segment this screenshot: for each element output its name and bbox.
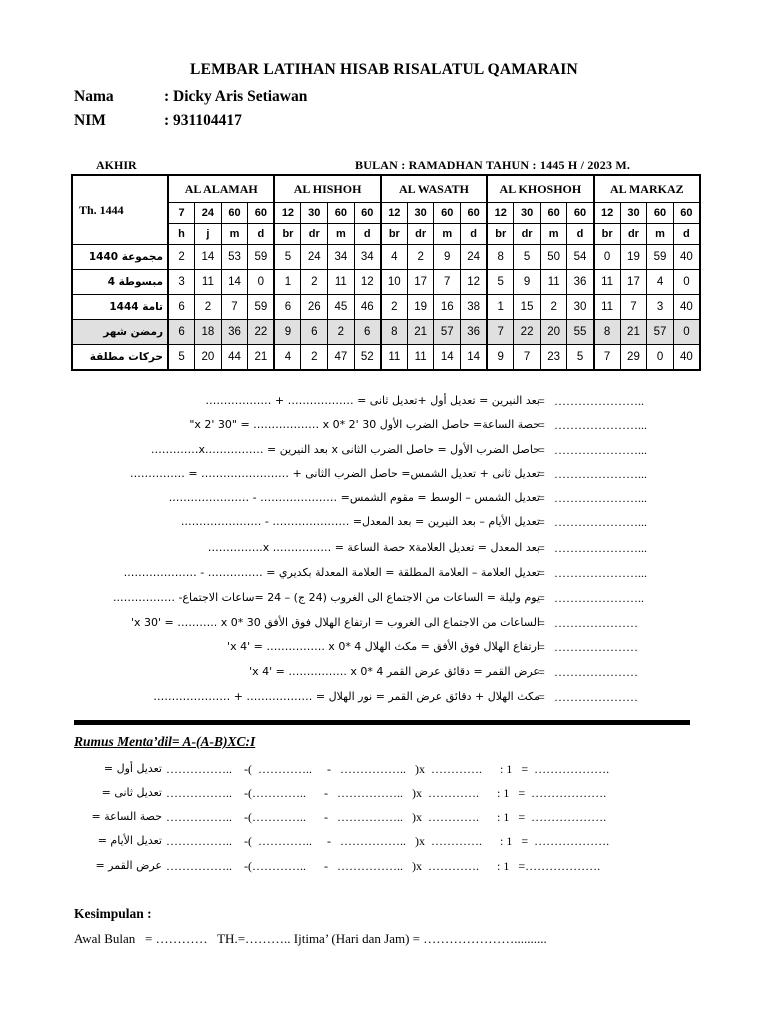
value-cell: 15 <box>514 295 541 320</box>
value-cell: 19 <box>620 245 647 270</box>
value-cell: 11 <box>328 270 355 295</box>
table-row <box>72 320 700 345</box>
value-cell: 1 <box>487 295 514 320</box>
calc-equals: = <box>538 467 545 481</box>
unit-cell: d <box>461 224 488 245</box>
rumus-row-label: تعديل أول = <box>103 762 162 775</box>
modulo-cell: 60 <box>434 203 461 224</box>
value-cell: 21 <box>248 345 275 371</box>
modulo-cell: 12 <box>594 203 621 224</box>
value-cell: 36 <box>567 270 594 295</box>
value-cell: 52 <box>354 345 381 371</box>
calc-result-blank[interactable]: …………………... <box>554 515 647 529</box>
rumus-row-label: عرض القمر = <box>95 859 162 872</box>
value-cell: 30 <box>567 295 594 320</box>
value-cell: 3 <box>647 295 674 320</box>
calc-equals: = <box>538 640 545 654</box>
nama-label: Nama <box>74 88 114 105</box>
value-cell: 7 <box>221 295 248 320</box>
calc-formula: تعديل الأيام – بعد النيرين = بعد المعدل= ………………… - …………………. <box>180 515 540 528</box>
unit-cell: h <box>168 224 195 245</box>
calc-result-blank[interactable]: ………………… <box>554 640 638 654</box>
value-cell: 0 <box>673 270 700 295</box>
value-cell: 22 <box>248 320 275 345</box>
value-cell: 34 <box>328 245 355 270</box>
modulo-cell: 60 <box>647 203 674 224</box>
row-label: رمضن شهر <box>72 320 168 345</box>
calc-formula: تعديل العلامة – العلامة المطلقة = العلامة المعدلة بكديري = …………… - ……………….. <box>123 566 540 579</box>
calc-formula: بعد النيرين = تعديل أول +تعديل ثانى = ……………… + ……………… <box>205 394 540 407</box>
calc-equals: = <box>538 541 545 555</box>
rumus-row <box>74 762 694 782</box>
value-cell: 11 <box>594 270 621 295</box>
value-cell: 2 <box>301 345 328 371</box>
nim-value: : 931104417 <box>164 112 242 129</box>
value-cell: 12 <box>354 270 381 295</box>
rumus-row-label: تعديل الأيام = <box>97 834 162 847</box>
value-cell: 4 <box>647 270 674 295</box>
unit-cell: br <box>381 224 408 245</box>
akhir-label: AKHIR <box>96 158 137 172</box>
calc-line <box>70 541 690 561</box>
calc-result-blank[interactable]: …………………... <box>554 491 647 505</box>
rumus-row-label: حصة الساعة = <box>91 810 162 823</box>
value-cell: 7 <box>620 295 647 320</box>
value-cell: 8 <box>381 320 408 345</box>
modulo-cell: 30 <box>620 203 647 224</box>
value-cell: 0 <box>248 270 275 295</box>
unit-cell: d <box>567 224 594 245</box>
value-cell: 55 <box>567 320 594 345</box>
value-cell: 57 <box>647 320 674 345</box>
value-cell: 36 <box>461 320 488 345</box>
row-label: حركات مطلقة <box>72 345 168 371</box>
value-cell: 21 <box>407 320 434 345</box>
calc-line <box>70 665 690 685</box>
calc-formula: حاصل الضرب الأول = حاصل الضرب الثانى x بعد النيرين = …………….x…………. <box>151 443 540 456</box>
table-row <box>72 295 700 320</box>
value-cell: 0 <box>673 320 700 345</box>
value-cell: 11 <box>195 270 222 295</box>
group-header: AL MARKAZ <box>594 175 700 203</box>
value-cell: 22 <box>514 320 541 345</box>
modulo-cell: 12 <box>274 203 301 224</box>
table-row <box>72 270 700 295</box>
value-cell: 1 <box>274 270 301 295</box>
calc-result-blank[interactable]: ………………….. <box>554 394 644 408</box>
value-cell: 6 <box>168 295 195 320</box>
value-cell: 9 <box>514 270 541 295</box>
calc-line <box>70 640 690 660</box>
calc-formula: الساعات من الاجتماع الى الغروب = ارتفاع الهلال فوق الأفق x 30' = ……….. x 0* 30' <box>131 616 540 629</box>
rumus-row-expression[interactable]: …………….. -( ………….. - …………….. )x …………. : 1 = ………………. <box>166 834 610 848</box>
value-cell: 40 <box>673 245 700 270</box>
modulo-cell: 24 <box>195 203 222 224</box>
value-cell: 7 <box>487 320 514 345</box>
unit-cell: m <box>540 224 567 245</box>
unit-cell: m <box>221 224 248 245</box>
value-cell: 2 <box>301 270 328 295</box>
value-cell: 26 <box>301 295 328 320</box>
row-label: مبسوطة 4 <box>72 270 168 295</box>
calc-line <box>70 394 690 414</box>
calc-formula: حصة الساعة= حاصل الضرب الأول x 2' 30" = ……………… x 0* 2' 30" <box>189 418 540 431</box>
value-cell: 14 <box>461 345 488 371</box>
table-row <box>72 345 700 371</box>
value-cell: 2 <box>540 295 567 320</box>
modulo-cell: 12 <box>381 203 408 224</box>
value-cell: 9 <box>274 320 301 345</box>
rumus-title: Rumus Menta’dil= A-(A-B)XC:I <box>74 734 256 749</box>
value-cell: 47 <box>328 345 355 371</box>
document-title: LEMBAR LATIHAN HISAB RISALATUL QAMARAIN <box>190 61 578 78</box>
group-header: AL ALAMAH <box>168 175 274 203</box>
modulo-cell: 30 <box>407 203 434 224</box>
value-cell: 0 <box>594 245 621 270</box>
modulo-cell: 60 <box>221 203 248 224</box>
awal-bulan-line: Awal Bulan = ………… TH.=……….. Ijtima’ (Hari dan Jam) = ………………….......... <box>74 931 547 946</box>
unit-cell: d <box>354 224 381 245</box>
value-cell: 6 <box>301 320 328 345</box>
value-cell: 18 <box>195 320 222 345</box>
value-cell: 11 <box>381 345 408 371</box>
value-cell: 14 <box>221 270 248 295</box>
unit-cell: m <box>328 224 355 245</box>
value-cell: 21 <box>620 320 647 345</box>
calc-result-blank[interactable]: …………………... <box>554 443 647 457</box>
modulo-cell: 60 <box>248 203 275 224</box>
kesimpulan-title: Kesimpulan : <box>74 906 152 921</box>
modulo-cell: 60 <box>673 203 700 224</box>
calc-formula: عرض القمر = دقائق عرض القمر x 4' = ……………. x 0* 4' <box>249 665 540 678</box>
value-cell: 4 <box>381 245 408 270</box>
calc-line <box>70 467 690 487</box>
modulo-cell: 60 <box>567 203 594 224</box>
unit-cell: br <box>487 224 514 245</box>
value-cell: 6 <box>354 320 381 345</box>
unit-cell: dr <box>407 224 434 245</box>
unit-cell: m <box>434 224 461 245</box>
calc-equals: = <box>538 616 545 630</box>
value-cell: 11 <box>540 270 567 295</box>
value-cell: 6 <box>168 320 195 345</box>
value-cell: 8 <box>487 245 514 270</box>
calc-line <box>70 515 690 535</box>
value-cell: 20 <box>540 320 567 345</box>
value-cell: 3 <box>168 270 195 295</box>
modulo-cell: 60 <box>461 203 488 224</box>
calc-line <box>70 591 690 611</box>
value-cell: 9 <box>434 245 461 270</box>
modulo-cell: 7 <box>168 203 195 224</box>
value-cell: 44 <box>221 345 248 371</box>
value-cell: 8 <box>594 320 621 345</box>
unit-cell: dr <box>620 224 647 245</box>
modulo-cell: 30 <box>301 203 328 224</box>
value-cell: 17 <box>620 270 647 295</box>
rumus-row-expression[interactable]: …………….. -( ………….. - …………….. )x …………. : 1 = ………………. <box>166 762 610 776</box>
value-cell: 36 <box>221 320 248 345</box>
calc-equals: = <box>538 566 545 580</box>
unit-cell: br <box>594 224 621 245</box>
calc-equals: = <box>538 418 545 432</box>
value-cell: 24 <box>461 245 488 270</box>
rumus-row-expression[interactable]: …………….. -(………….. - …………….. )x …………. : 1 = ………………. <box>166 786 607 800</box>
unit-cell: dr <box>514 224 541 245</box>
value-cell: 59 <box>248 295 275 320</box>
unit-cell: d <box>673 224 700 245</box>
calc-formula: ارتفاع الهلال فوق الأفق = مكث الهلال x 4' = ……………. x 0* 4' <box>227 640 540 653</box>
calc-line <box>70 443 690 463</box>
value-cell: 2 <box>328 320 355 345</box>
value-cell: 5 <box>567 345 594 371</box>
rumus-row <box>74 786 694 806</box>
value-cell: 24 <box>301 245 328 270</box>
modulo-cell: 12 <box>487 203 514 224</box>
value-cell: 7 <box>434 270 461 295</box>
rumus-row-expression[interactable]: …………….. -(………….. - …………….. )x …………. : 1 =………………. <box>166 859 601 873</box>
group-header: AL HISHOH <box>274 175 380 203</box>
calc-equals: = <box>538 394 545 408</box>
nama-row <box>74 88 307 106</box>
value-cell: 29 <box>620 345 647 371</box>
value-cell: 11 <box>407 345 434 371</box>
value-cell: 54 <box>567 245 594 270</box>
modulo-cell: 60 <box>328 203 355 224</box>
value-cell: 38 <box>461 295 488 320</box>
rumus-row-expression[interactable]: …………….. -(………….. - …………….. )x …………. : 1 = ………………. <box>166 810 607 824</box>
value-cell: 5 <box>274 245 301 270</box>
unit-cell: d <box>248 224 275 245</box>
nim-label: NIM <box>74 112 106 129</box>
calc-line <box>70 566 690 586</box>
value-cell: 7 <box>514 345 541 371</box>
group-header: AL KHOSHOH <box>487 175 593 203</box>
value-cell: 14 <box>195 245 222 270</box>
calc-equals: = <box>538 690 545 704</box>
value-cell: 0 <box>647 345 674 371</box>
bulan-label: BULAN : RAMADHAN TAHUN : 1445 H / 2023 M. <box>355 158 631 172</box>
value-cell: 9 <box>487 345 514 371</box>
group-header: AL WASATH <box>381 175 487 203</box>
value-cell: 23 <box>540 345 567 371</box>
value-cell: 46 <box>354 295 381 320</box>
modulo-cell: 60 <box>354 203 381 224</box>
modulo-cell: 30 <box>514 203 541 224</box>
value-cell: 53 <box>221 245 248 270</box>
calc-equals: = <box>538 665 545 679</box>
row-label: تامة 1444 <box>72 295 168 320</box>
rumus-row-label: تعديل ثانى = <box>101 786 162 799</box>
value-cell: 2 <box>195 295 222 320</box>
row-label: مجموعة 1440 <box>72 245 168 270</box>
hisab-table <box>71 174 701 371</box>
value-cell: 59 <box>248 245 275 270</box>
calc-equals: = <box>538 443 545 457</box>
value-cell: 7 <box>594 345 621 371</box>
separator-line <box>74 720 690 725</box>
value-cell: 40 <box>673 295 700 320</box>
value-cell: 11 <box>594 295 621 320</box>
nim-row <box>74 112 242 130</box>
value-cell: 2 <box>407 245 434 270</box>
modulo-cell: 60 <box>540 203 567 224</box>
calc-line <box>70 491 690 511</box>
calc-equals: = <box>538 491 545 505</box>
value-cell: 2 <box>168 245 195 270</box>
value-cell: 12 <box>461 270 488 295</box>
value-cell: 4 <box>274 345 301 371</box>
calc-formula: تعديل ثانى + تعديل الشمس= حاصل الضرب الثانى + …………………… = …………… <box>129 467 540 480</box>
rumus-row <box>74 834 694 854</box>
corner-label: Th. 1444 <box>72 175 168 245</box>
value-cell: 2 <box>381 295 408 320</box>
value-cell: 59 <box>647 245 674 270</box>
calc-result-blank[interactable]: ………………….. <box>554 591 644 605</box>
calc-equals: = <box>538 591 545 605</box>
value-cell: 6 <box>274 295 301 320</box>
calc-result-blank[interactable]: …………………... <box>554 566 647 580</box>
value-cell: 5 <box>487 270 514 295</box>
calc-result-blank[interactable]: …………………... <box>554 418 647 432</box>
calc-result-blank[interactable]: …………………... <box>554 467 647 481</box>
value-cell: 5 <box>168 345 195 371</box>
value-cell: 19 <box>407 295 434 320</box>
unit-cell: j <box>195 224 222 245</box>
value-cell: 57 <box>434 320 461 345</box>
value-cell: 45 <box>328 295 355 320</box>
calc-line <box>70 418 690 438</box>
calc-result-blank[interactable]: ………………… <box>554 690 638 704</box>
rumus-row <box>74 810 694 830</box>
table-row <box>72 245 700 270</box>
calc-formula: مكث الهلال + دقائق عرض القمر = نور الهلال = ……………… + ………………… <box>153 690 540 703</box>
unit-cell: dr <box>301 224 328 245</box>
value-cell: 10 <box>381 270 408 295</box>
unit-cell: br <box>274 224 301 245</box>
value-cell: 5 <box>514 245 541 270</box>
value-cell: 34 <box>354 245 381 270</box>
value-cell: 40 <box>673 345 700 371</box>
value-cell: 20 <box>195 345 222 371</box>
nama-value: : Dicky Aris Setiawan <box>164 88 308 105</box>
value-cell: 16 <box>434 295 461 320</box>
value-cell: 17 <box>407 270 434 295</box>
calc-formula: تعديل الشمس – الوسط = مقوم الشمس= ………………… - …………………. <box>168 491 540 504</box>
calc-result-blank[interactable]: …………………... <box>554 541 647 555</box>
calc-result-blank[interactable]: ………………… <box>554 616 638 630</box>
rumus-row <box>74 859 694 879</box>
unit-cell: m <box>647 224 674 245</box>
calc-formula: يوم وليلة = الساعات من الاجتماع الى الغروب (24 ج) – 24 =ساعات الاجتماع- …………….. <box>112 591 540 604</box>
calc-result-blank[interactable]: ………………… <box>554 665 638 679</box>
calc-formula: بعد المعدل = تعديل العلامةx حصة الساعة = ……………. x…………… <box>207 541 540 554</box>
calc-equals: = <box>538 515 545 529</box>
value-cell: 14 <box>434 345 461 371</box>
value-cell: 50 <box>540 245 567 270</box>
calc-line <box>70 616 690 636</box>
calc-line <box>70 690 690 710</box>
